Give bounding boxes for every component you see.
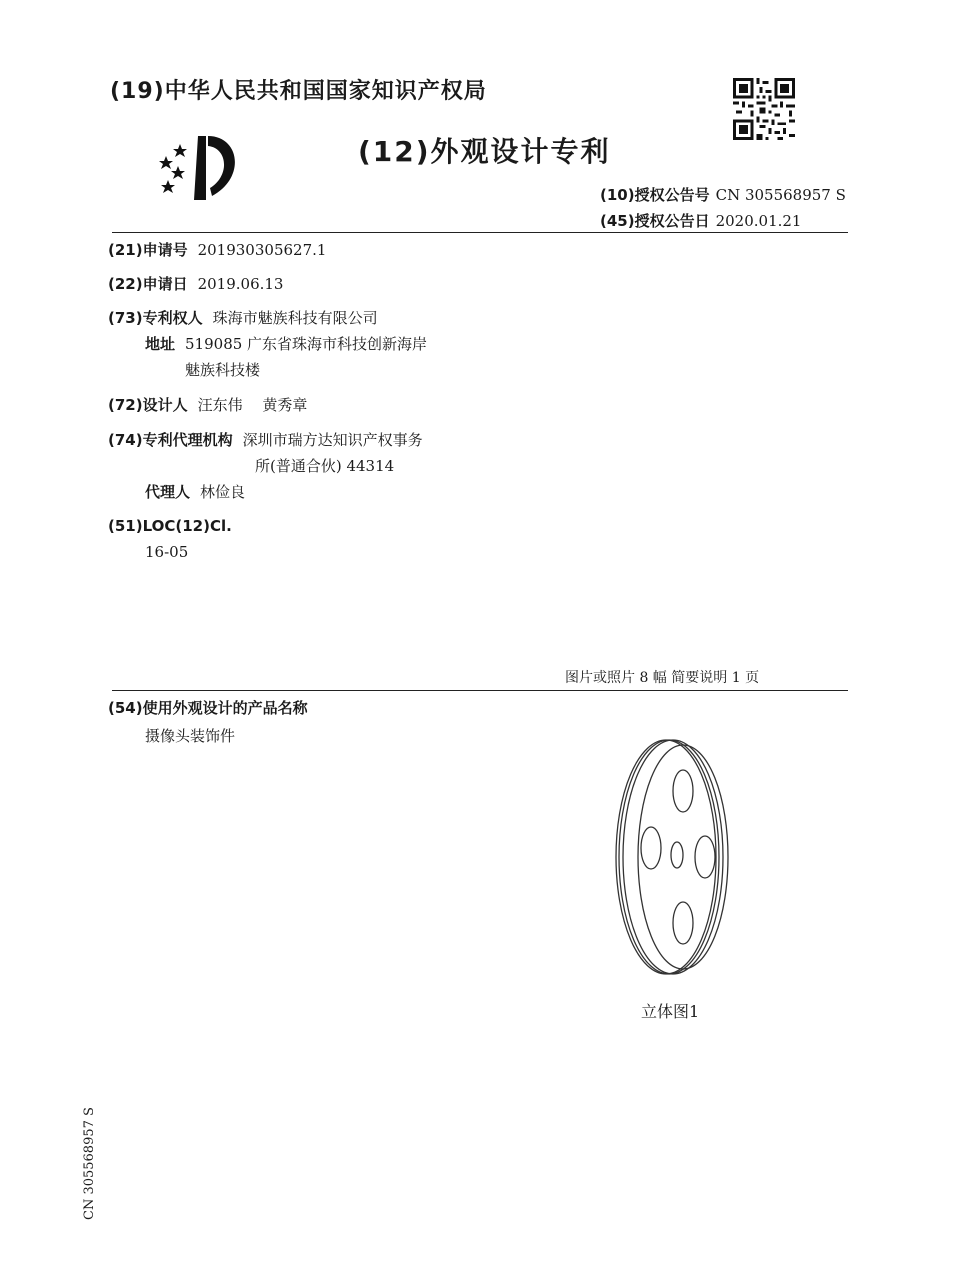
publication-number: CN 305568957 S xyxy=(715,186,846,204)
qr-code-icon xyxy=(733,78,795,140)
document-type-title: (12)外观设计专利 xyxy=(358,135,611,168)
section-divider xyxy=(112,690,848,691)
publication-date-label: (45)授权公告日 xyxy=(600,212,710,230)
agency-line-1: 深圳市瑞方达知识产权事务 xyxy=(242,431,423,449)
application-number-row xyxy=(108,240,326,260)
designers: 汪东伟 黄秀章 xyxy=(197,396,308,414)
agency-line-2: 所(普通合伙) 44314 xyxy=(255,457,395,475)
publication-date: 2020.01.21 xyxy=(715,212,802,230)
product-name-row xyxy=(108,698,308,718)
loc-row xyxy=(108,516,232,536)
agency-label: (74)专利代理机构 xyxy=(108,431,233,449)
product-drawing xyxy=(615,735,730,984)
publication-number-row xyxy=(600,184,846,205)
figure-caption: 立体图1 xyxy=(641,1002,700,1021)
application-number: 201930305627.1 xyxy=(197,241,327,259)
application-date-row xyxy=(108,274,283,294)
loc-label: (51)LOC(12)Cl. xyxy=(108,517,232,535)
patentee: 珠海市魅族科技有限公司 xyxy=(212,309,378,327)
header-divider xyxy=(112,232,848,233)
designer-label: (72)设计人 xyxy=(108,396,188,414)
address-line-2: 魅族科技楼 xyxy=(185,361,261,379)
product-name-label: (54)使用外观设计的产品名称 xyxy=(108,699,308,717)
agent-row xyxy=(145,482,245,502)
address-label: 地址 xyxy=(145,335,176,353)
agency-row xyxy=(108,430,423,450)
product-name: 摄像头装饰件 xyxy=(145,727,236,745)
patentee-label: (73)专利权人 xyxy=(108,309,203,327)
patentee-row xyxy=(108,308,378,328)
cnipa-logo-icon xyxy=(150,130,245,209)
pages-note: 图片或照片 8 幅 简要说明 1 页 xyxy=(565,670,760,686)
publication-number-label: (10)授权公告号 xyxy=(600,186,710,204)
loc-value: 16-05 xyxy=(145,543,189,561)
agent: 林俭良 xyxy=(200,483,246,501)
address-line-1: 519085 广东省珠海市科技创新海岸 xyxy=(185,335,428,353)
agent-label: 代理人 xyxy=(145,483,191,501)
address-row xyxy=(145,334,427,354)
office-title: (19)中华人民共和国国家知识产权局 xyxy=(110,79,487,104)
application-date: 2019.06.13 xyxy=(197,275,284,293)
application-date-label: (22)申请日 xyxy=(108,275,188,293)
application-number-label: (21)申请号 xyxy=(108,241,188,259)
publication-date-row xyxy=(600,210,801,231)
side-publication-number: CN 305568957 S xyxy=(82,1107,97,1220)
designer-row xyxy=(108,395,307,415)
